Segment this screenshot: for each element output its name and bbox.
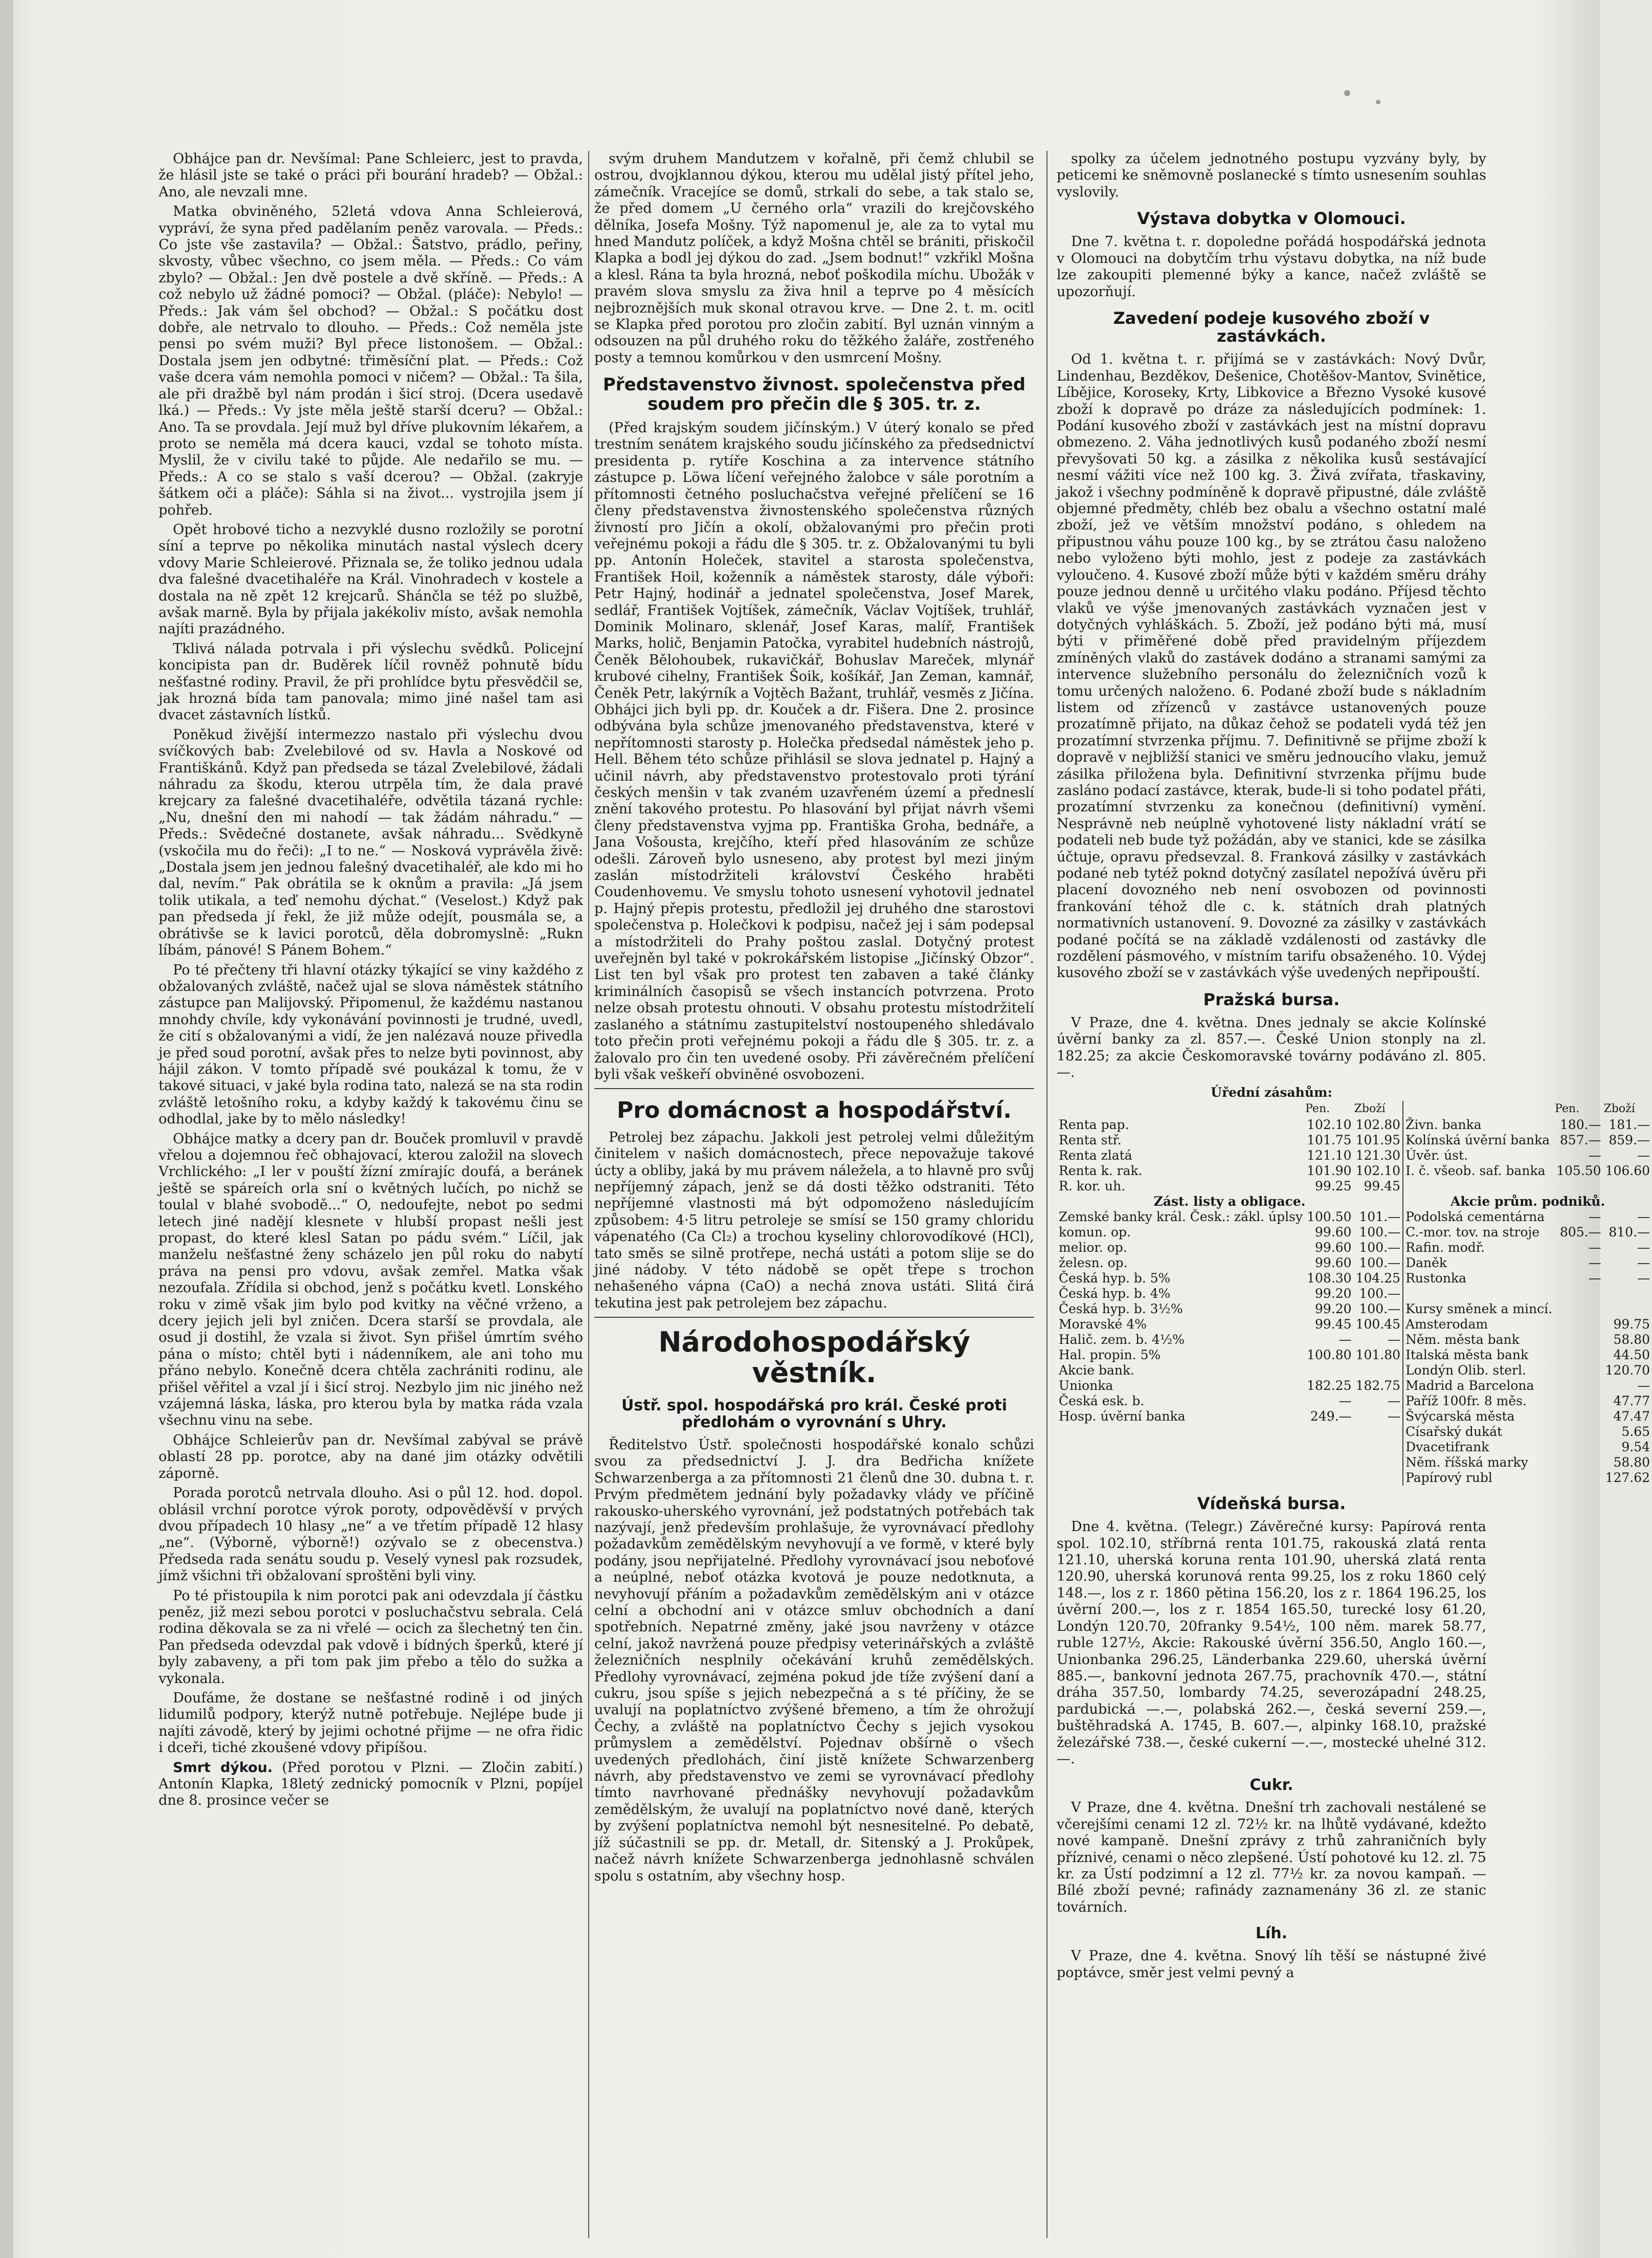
bid-price	[1554, 1332, 1603, 1347]
security-name: Švýcarská města	[1403, 1409, 1554, 1424]
article-smrt-dykou	[159, 1760, 583, 1809]
section-heading: Pražská bursa.	[1203, 989, 1340, 1009]
ask-price	[1354, 1470, 1403, 1486]
table-row	[1057, 1378, 1652, 1393]
bid-price: 105.50	[1556, 1163, 1601, 1179]
col-header: Zboží	[1354, 1102, 1386, 1116]
bid-price	[1554, 1363, 1603, 1378]
security-name: Česká hyp. b. 5%	[1059, 1271, 1171, 1286]
section-heading: Národohospodářský věstník.	[658, 1326, 970, 1389]
ask-price: 101.95	[1355, 1133, 1401, 1148]
security-name	[1403, 1179, 1554, 1194]
paragraph: Obhájce pan dr. Nevšímal: Pane Schleierc, jest to pravda, že hlásil jste se také o práci při bourání hradeb? — Obžal.: Ano, ale nevzali mne.	[159, 151, 583, 200]
bid-price	[1554, 1455, 1603, 1470]
table-caption: Úřední zásahům:	[1211, 1084, 1332, 1100]
bid-price	[1554, 1378, 1603, 1393]
bid-price: 99.25	[1315, 1179, 1352, 1194]
bid-price	[1554, 1179, 1603, 1194]
table-row	[1057, 1470, 1652, 1486]
bid-price: 180.—	[1559, 1117, 1601, 1133]
table-caption: Akcie prům. podniků.	[1403, 1194, 1652, 1209]
col-header: Pen.	[1305, 1102, 1330, 1116]
ask-price: 47.47	[1613, 1409, 1650, 1424]
bid-price	[1305, 1363, 1353, 1378]
bid-price: 121.10	[1307, 1148, 1352, 1163]
table-row	[1057, 1117, 1652, 1133]
security-name: Česká hyp. b. 4%	[1059, 1286, 1171, 1301]
bid-price	[1554, 1393, 1603, 1409]
ask-price: 100.—	[1359, 1240, 1401, 1255]
bid-price: —	[1588, 1255, 1601, 1271]
bid-price: 182.25	[1307, 1378, 1352, 1393]
table-row	[1057, 1194, 1652, 1209]
column-rule	[1046, 151, 1047, 2238]
ask-price: —	[1637, 1148, 1650, 1163]
ask-price	[1603, 1179, 1652, 1194]
section-heading: Pro domácnost a hospodářství.	[617, 1097, 1012, 1124]
paragraph: (Před krajským soudem jičínským.) V úterý konalo se před trestním senátem krajského soudu jičínského za předsednictví presidenta p. rytíře Koschina a za intervence státního zástupce p. Löwa líčení veřejného žalobce v sále porotním a přítomnosti četného posluchačstva veřejné přelíčení se 16 členy představenstva živnostenského společenstva různých živností pro Jičín a okolí, obžalovanými pro přečin proti veřejnému pokoji a řádu dle § 305. tr. z. Obžalovanými tu byli pp. Antonín Holeček, stavitel a starosta společenstva, František Hoil, koženník a náměstek starosty, dále výboři: Petr Hajný, hodinář a jednatel společenstva, Josef Marek, sedlář, František Vojtíšek, zámečník, Václav Vojtíšek, truhlář, Dominik Molinaro, sklenář, Josef Karas, malíř, František Marks, holič, Benjamin Patočka, vyrabitel hudebních nástrojů, Čeněk Bělohoubek, rukavičkář, Bohuslav Mareček, mlynář krubové cihelny, František Šoik, košíkář, Jan Zeman, kamnář, Čeněk Petr, lakýrník a Vojtěch Bažant, truhlář, vesměs z Jičína. Obhájci jich byli pp. dr. Kouček a dr. Fišera. Dne 2. prosince odbývána byla schůze jmenovaného představenstva, které v nepřítomnosti starosty p. Holečka předsedal náměstek jeho p. Hell. Během této schůze přihlásil se slova jednatel p. Hajný a učinil návrh, aby představenstvo protestovalo proti týrání českých menšin v tak zvaném uzavřeném území a předneslí znění takového protestu. Po hlasování byl přijat návrh všemi členy představenstva vyjma pp. Františka Groha, bednáře, a Jana Vošousta, krejčího, kteří před hlasováním ze schůze odešli. Zároveň bylo usneseno, aby protest byl mezi jiným zaslán místodržiteli království Českého hraběti Coudenhovemu. Ve smyslu tohoto usnesení vyhotovil jednatel p. Hajný přepis protestu, předložil jej druhého dne starostovi společenstva p. Holečkovi k podpisu, načež jej i sám podepsal a místodržiteli do Prahy poštou zaslal. Dotyčný protest uveřejněn byl také v pokrokářském listopise „Jičínský Obzor“. List ten byl však pro protest ten zabaven a také články kriminálních časopisů se všech instancích potvrzena. Proto nelze obsah protestu ohnouti. V obsahu protestu místodržitelí zaslaného a státnímu zastupitelství nostoupeného shledávalo toto přečin proti veřejnému pokoji a řádu dle § 305. tr. z. a žalovalo pro čin ten uvedené osoby. Při závěrečném přelíčení byli však veškeří obviněné osvobozeni.	[594, 420, 1034, 1082]
column-rule	[588, 151, 589, 2238]
ask-price: 100.—	[1359, 1301, 1401, 1317]
section-heading: Líh.	[1255, 1924, 1288, 1943]
bid-price: 108.30	[1307, 1271, 1352, 1286]
table-row	[1057, 1286, 1652, 1301]
ask-price	[1354, 1440, 1403, 1455]
ask-price: 101.80	[1355, 1347, 1401, 1363]
ask-price: —	[1388, 1409, 1401, 1424]
bid-price: 99.60	[1315, 1225, 1352, 1240]
ask-price: 106.60	[1605, 1163, 1650, 1179]
security-name: I. č. všeob. saf. banka	[1403, 1163, 1554, 1179]
ask-price: 182.75	[1355, 1378, 1401, 1393]
subsection-heading: Ústř. spol. hospodářská pro král. České proti předlohám o vyrovnání s Uhry.	[621, 1396, 1007, 1431]
section-heading: Vídeňská bursa.	[1197, 1494, 1346, 1514]
paragraph: Matka obviněného, 52letá vdova Anna Schleierová, vypráví, že syna před padělaním peněz varovala. — Předs.: Co jste vše zastavila? — Obžal.: Šatstvo, prádlo, peřiny, skvosty, vůbec všechno, co jsem měla. — Předs.: Co vám zbylo? — Obžal.: Jen dvě postele a dvě skříně. — Předs.: A což nebylo už žádné pomoci? — Obžal. (pláče): Nebylo! — Předs.: Jak vám šel obchod? — Obžal.: S počátku dost dobře, ale netrvalo to dlouho. — Předs.: Což neměla jste pensi po svém muži? Byl přece listonošem. — Obžal.: Dostala jsem jen odbytné: třiměsíční plat. — Předs.: Což vaše dcera vám nemohla pomoci v ničem? — Obžal.: Ta šila, ale při dražbě byl nám prodán i šicí stroj. (Dcera usedavě lká.) — Předs.: Vy jste měla ještě starší dceru? — Obžal.: Ano. Ta se provdala. Její muž byl dříve plukovním lékařem, a proto se neměla má dcera kauci, vzdal se tohoto místa. Myslil, že v civilu také to půjde. Ale nedařilo se mu. — Předs.: A co se stalo s vaší dcerou? — Obžal. (zakryje šátkem oči a pláče): Sáhla si na život... vystrojila jsem jí pohřeb.	[159, 204, 583, 518]
bid-price: 857.—	[1559, 1133, 1601, 1148]
section-heading: Zavedení podeje kusového zboží v zastávkách.	[1113, 308, 1430, 346]
table-body	[1057, 1117, 1652, 1486]
article-text: (Před porotou v Plzni. — Zločin zabití.) Antonín Klapka, 18letý zednický pomocník v Plzni, popíjel dne 8. prosince večer se	[159, 1759, 583, 1809]
ask-price: 100.—	[1359, 1225, 1401, 1240]
ask-price: 99.45	[1364, 1179, 1401, 1194]
table-row	[1057, 1179, 1652, 1194]
ask-price: 58.80	[1613, 1332, 1650, 1347]
bid-price: —	[1588, 1148, 1601, 1163]
paper-spot	[1376, 100, 1380, 104]
security-name: Česká hyp. b. 3½%	[1059, 1301, 1183, 1317]
ask-price: 101.—	[1359, 1209, 1401, 1225]
paragraph: Petrolej bez zápachu. Jakkoli jest petrolej velmi důležitým činitelem v našich domácnostech, přece nepovažuje takové úcty a obliby, jaká by mu právem náležela, a to hlavně pro svůj nepříjemný zápach, jenž se dá dosti těžko odstraniti. Této nepříjemné vlastnosti má být odpomoženo následujícím způsobem: 4·5 litru petroleje se smísí se 150 gramy chloridu vápenatého (Ca Cl₂) a trochou kyseliny chlorovodíkové (HCl), tato směs se silně protřepe, nechá ustáti a potom slije se do jiné nádoby. V této nádobě se opět třepe s trochon nehašeného vápna (CaO) a nechá znova ustáti. Slitá čirá tekutina jest pak petrolejem bez zápachu.	[594, 1129, 1034, 1311]
article-heading: Smrt dýkou.	[173, 1759, 273, 1776]
table-row	[1057, 1424, 1652, 1440]
ask-price: 44.50	[1613, 1347, 1650, 1363]
ask-price	[1354, 1455, 1403, 1470]
paragraph: spolky za účelem jednotného postupu vyzvány byly, by peticemi ke sněmovně poslanecké s tímto usnesením souhlas vyslovily.	[1057, 151, 1486, 200]
column-2	[594, 151, 1034, 1888]
security-name: Amsterodam	[1403, 1317, 1554, 1332]
bid-price: —	[1588, 1271, 1601, 1286]
paper-spot	[1344, 90, 1350, 96]
bid-price: 99.45	[1315, 1317, 1352, 1332]
paragraph: Doufáme, že dostane se nešťastné rodině i od jiných lidumilů podpory, kterýž nutně potřebuje. Nejlépe bude ji najíti závodě, který by jejimi ochotné přijme — ne ofra řidic i dceři, tiché zkoušené vdovy připíšou.	[159, 1690, 583, 1756]
paragraph: V Praze, dne 4. května. Dnes jednaly se akcie Kolínské úvěrní banky za zl. 857.—. České Union stonply na zl. 182.25; za akcie Českomoravské továrny podáváno zl. 805.—.	[1057, 1015, 1486, 1081]
table-row	[1057, 1240, 1652, 1255]
bid-price: 99.60	[1315, 1240, 1352, 1255]
ask-price	[1354, 1424, 1403, 1440]
table-row	[1057, 1225, 1652, 1240]
page-binding-edge	[0, 0, 13, 2258]
column-3	[1057, 151, 1650, 1984]
security-name	[1057, 1455, 1305, 1470]
security-name: Unionka	[1059, 1378, 1113, 1393]
paragraph: Obhájce matky a dcery pan dr. Bouček promluvil v pravdě vřelou a dojemnou řeč obhajovací, kterou založil na slovech Vrchlického: „I ler v pouští žízní zmírajíc doufá, a beránek ještě se spáreích orla sní o květných lučích, po nichž se toulal v blahé svobodě...“ O, nedoufejte, nebot po sedmi letech jiné nadějí klesnete v hlubší propast nešli jest propast, do které klesl Satan po pádu svém.“ Líčil, jak manželu nešťastné ženy scházelo jen půl roku do nabytí práva na pensi pro vdovu, avšak zemřel. Matka však nezoufala. Zřídila si obchod, jenž s počátku kvetl. Lonského roku v zimě však jim bylo pod kvitky na věčné vrženo, a dcery jejich jeli byl zničen. Dcera starší se provdala, ale osud ji dostihl, že vzala si život. Syn přišel úmrtím svého pána o místo; chtěl byti i nádenníkem, ale ani toho mu přáno nebylo. Konečně dcera chtěla zachrániti rodinu, ale přišel věřitel a vzal jí i šicí stroj. Nezbylo jim nic jiného než vzájemná láska, láska, pro kterou byla by matka ráda vzala všechnu vinu na sebe.	[159, 1131, 583, 1429]
security-name: Halič. zem. b. 4½%	[1059, 1332, 1185, 1347]
security-name: Kolínská úvěrní banka	[1403, 1133, 1554, 1148]
ask-price: —	[1637, 1255, 1650, 1271]
table-row	[1057, 1301, 1652, 1317]
paragraph: Dne 4. května. (Telegr.) Závěrečné kursy: Papírová renta spol. 102.10, stříbrná renta 101.75, rakouská zlatá renta 121.10, uherská koruna renta 101.90, uherská zlatá renta 120.90, uherská korunová renta 99.25, los z roku 1860 celý 148.—, los z r. 1860 pětina 156.20, los z r. 1864 196.25, los úvěrní 200.—, los z r. 1854 165.50, turecké losy 61.20, Londýn 120.70, 20franky 9.54½, 100 něm. marek 58.77, ruble 127½, Akcie: Rakouské úvěrní 356.50, Anglo 160.—, Unionbanka 296.25, Länderbanka 229.60, uherská úvěrní 885.—, bankovní jednota 267.75, prachovník 470.—, státní dráha 357.50, lombardy 74.25, severozápadní 248.25, pardubická —.—, polabská 262.—, česká severní 259.—, buštěhradská A. 1745, B. 607.—, alpinky 168.10, pražské železářské 738.—, české cukerní —.—, mostecké uhelné 312.—.	[1057, 1519, 1486, 1767]
security-name: Císařský dukát	[1403, 1424, 1554, 1440]
ask-price: 859.—	[1609, 1133, 1650, 1148]
security-name: Londýn Olib. sterl.	[1403, 1363, 1554, 1378]
ask-price: 5.65	[1621, 1424, 1650, 1440]
security-name: Moravské 4%	[1059, 1317, 1147, 1332]
table-row	[1057, 1347, 1652, 1363]
bid-price: 100.50	[1307, 1209, 1352, 1225]
ask-price: 100.—	[1359, 1255, 1401, 1271]
security-name: C.-mor. tov. na stroje	[1403, 1225, 1554, 1240]
ask-price	[1603, 1286, 1652, 1301]
security-name: komun. op.	[1059, 1225, 1131, 1240]
bid-price: 101.75	[1307, 1133, 1352, 1148]
paragraph: Tklivá nálada potrvala i při výslechu svědků. Policejní koncipista pan dr. Buděrek líčil rovněž pohnutě bídu nešťastné rodiny. Pravil, že při prohlídce bytu přesvědčil se, jak hrozná bída tam panovala; mimo jiné našel tam asi dvacet zástavních lístků.	[159, 640, 583, 723]
security-name: Něm. města bank	[1403, 1332, 1554, 1347]
security-name: Renta k. rak.	[1059, 1163, 1143, 1179]
table-row	[1057, 1271, 1652, 1286]
security-name: melior. op.	[1059, 1240, 1127, 1255]
security-name: Akcie bank.	[1059, 1363, 1135, 1378]
paragraph: Od 1. května t. r. přijímá se v zastávkách: Nový Dvůr, Lindenhau, Bezděkov, Dešenice, Chotěšov-Mantov, Svinětice, Líbějice, Koroseky, Krty, Libkovice a Březno Vysoké kusové zboží k dopravě po dráze za následujících podmínek: 1. Podání kusového zboží v zastávkách jest na místní dopravu obmezeno. 2. Váha jednotlivých kusů podaného zboží nesmí převyšovati 50 kg. a zásilka z několika kusů sestávající nesmí vážiti více než 100 kg. 3. Živá zvířata, třaskaviny, jakož i všechny podmíněně k dopravě připustné, dále zvláště objemné předměty, chléb bez obalu a všechno ostatní malé zboží, jež ve větším množství podáno, s ohledem na připustnou váhu pouze 100 kg., by se ztrátou času naloženo nebo vyloženo býti mohlo, jest z podeje za zastávkách vyloučeno. 4. Kusové zboží může býti v každém směru dráhy pouze jednou denně u určitého vlaku podáno. Příjesd těchto vlaků ve výše jmenovaných zastávkách vyznačen jest v dotyčných vyhláškách. 5. Zboží, jež podáno býti má, musí býti v přiměřené době před pravidelným příjezdem zmíněných vlaků do zastávek dodáno a stranami samými za intervence služebního personálu do železničních vozů k tomu určených naloženo. 6. Podané zboží bude s nákladním listem od zřízenců v zastávce ustanovených pouze prozatímně přijato, na důkaz čehož se podateli vydá též jen prozatímní stvrzenka příjmu. 7. Definitivně se přijme zboží k dopravě v nejbližší stanici ve směru jednoucího vlaku, jemuž zásilka přiložena byla. Definitivní stvrzenka příjmu bude zasláno podací zastávce, kterak, bude-li si toho podatel přáti, prozatímní stvrzenku za konečnou (definitivní) vymění. Nesprávně neb neúplně vyhotovené listy nákladní vrátí se podateli neb bude tyž požádán, aby ve stanici, kde se zásilka účtuje, opravu předsevzal. 8. Franková zásilky v zastávkách podané neb tytéž poknd dotyčný zasílatel nepožívá úvěru při placení dovozného neb není osvobozen od povinnosti frankování téhož dle c. k. státních drah platných normativních ustanovení. 9. Dovozné za zásilky v zastávkách podané počítá se na základě vzdálenosti od zastávky dle rozdělení pásmového, v místním tarifu obsaženého. 10. Výdej kusového zboží se v zastávkách výše uvedených nepřipouští.	[1057, 351, 1486, 981]
bid-price	[1305, 1424, 1353, 1440]
security-name: Daněk	[1403, 1255, 1554, 1271]
security-name: Něm. říšská marky	[1403, 1455, 1554, 1470]
ask-price: —	[1637, 1240, 1650, 1255]
ask-price: 102.10	[1355, 1163, 1401, 1179]
bid-price	[1554, 1424, 1603, 1440]
paragraph: Po té přistoupila k nim porotci pak ani odevzdala jí částku peněz, již mezi sebou porotci v posluchačstvu sebrala. Celá rodina děkovala se za ni vřelé — ocich za šlechetný ten čin. Pan předseda odevzdal pak vdově i bídných šperků, které jí byly zabaveny, a při tom pak jim přebo a tělo do sužka a vykonala.	[159, 1587, 583, 1687]
ask-price: 99.75	[1613, 1317, 1650, 1332]
paragraph: V Praze, dne 4. května. Snový líh těší se nástupné živé poptávce, směr jest velmi pevný a	[1057, 1948, 1486, 1981]
bid-price: 99.60	[1315, 1255, 1352, 1271]
divider	[594, 1317, 1034, 1318]
bid-price: 99.20	[1315, 1301, 1352, 1317]
table-row	[1057, 1317, 1652, 1332]
bid-price: 805.—	[1559, 1225, 1601, 1240]
security-name: Dvacetifrank	[1403, 1440, 1554, 1455]
table-row	[1057, 1393, 1652, 1409]
ask-price: —	[1637, 1209, 1650, 1225]
bid-price	[1305, 1455, 1353, 1470]
ask-price: —	[1388, 1393, 1401, 1409]
bid-price	[1554, 1347, 1603, 1363]
bid-price: —	[1338, 1332, 1352, 1347]
security-name: R. kor. uh.	[1059, 1179, 1126, 1194]
bid-price: 249.—	[1310, 1409, 1352, 1424]
table-row	[1057, 1363, 1652, 1378]
ask-price: 181.—	[1609, 1117, 1650, 1133]
table-row	[1057, 1455, 1652, 1470]
bid-price: —	[1588, 1209, 1601, 1225]
ask-price: 121.30	[1355, 1148, 1401, 1163]
security-name	[1057, 1424, 1305, 1440]
bid-price	[1554, 1301, 1603, 1317]
table-row	[1057, 1209, 1652, 1225]
ask-price: 104.25	[1355, 1271, 1401, 1286]
section-heading: Představenstvo živnost. společenstva před soudem pro přečin dle § 305. tr. z.	[602, 374, 1026, 414]
ask-price: —	[1388, 1332, 1401, 1347]
security-name: Italská města bank	[1403, 1347, 1554, 1363]
col-header: Zboží	[1603, 1102, 1635, 1116]
security-name	[1057, 1470, 1305, 1486]
divider	[594, 1088, 1034, 1089]
security-name: Papírový rubl	[1403, 1470, 1554, 1486]
ask-price	[1354, 1363, 1403, 1378]
bid-price	[1554, 1440, 1603, 1455]
bid-price: —	[1338, 1393, 1352, 1409]
security-name: Renta stř.	[1059, 1133, 1122, 1148]
security-name: Rustonka	[1403, 1271, 1554, 1286]
paragraph: V Praze, dne 4. května. Dnešní trh zachovali nestálené se včerejšími cenami 12 zl. 72½ kr. na lhůtě vydávané, kdežto nové kampaně. Dnešní zprávy z trhů zahraničních byly příznivé, cenami o něco zlepšené. Ústí pohotové ku 12. zl. 75 kr. za Ústí podzimní a 12 zl. 77½ kr. za novou kampaň. — Bílé zboží pevné; rafinády zaznamenány 36 zl. ze stanic továrních.	[1057, 1800, 1486, 1915]
bid-price	[1554, 1470, 1603, 1486]
security-name: želesn. op.	[1059, 1255, 1128, 1271]
bid-price	[1554, 1409, 1603, 1424]
paragraph: Po té přečteny tři hlavní otázky týkající se viny každého z obžalovaných zvláště, načež ujal se slova náměstek státního zástupce pan Malijovský. Připomenul, že každému nastanou mnohdy chvíle, kdy vykonávání povinnosti je trudné, uvedl, že cití s obžalovanými a vidí, že jen nalézavá nouze přivedla je před soud porotní, avšak přes to nelze byti povinnost, aby hájil zákon. V tomto případě své poukázal k tomu, že v takové situaci, v jaké byla rodina tato, nalezá se na sta rodin zvláště letošního roku, a kdyby každý k takovému činu se odhodlal, jake by to mělo následky!	[159, 962, 583, 1127]
ask-price: —	[1637, 1271, 1650, 1286]
table-row	[1057, 1163, 1652, 1179]
security-name: Renta zlatá	[1059, 1148, 1132, 1163]
bid-price: 99.20	[1315, 1286, 1352, 1301]
bid-price	[1305, 1440, 1353, 1455]
column-1	[159, 151, 583, 1812]
security-name: Podolská cementárna	[1403, 1209, 1554, 1225]
col-header: Pen.	[1555, 1102, 1580, 1116]
security-name	[1057, 1440, 1305, 1455]
table-caption: Zást. listy a obligace.	[1153, 1194, 1306, 1209]
bid-price: 100.80	[1307, 1347, 1352, 1363]
security-name: Renta pap.	[1059, 1117, 1129, 1133]
ask-price: 100.—	[1359, 1286, 1401, 1301]
security-name: Česká esk. b.	[1059, 1393, 1145, 1409]
ask-price: 810.—	[1609, 1225, 1650, 1240]
security-name	[1403, 1286, 1554, 1301]
security-name: Hal. propin. 5%	[1059, 1347, 1161, 1363]
security-name: Úvěr. úst.	[1403, 1148, 1554, 1163]
paragraph: Poněkud živější intermezzo nastalo při výslechu dvou svíčkových bab: Zvelebilové od sv. Havla a Noskové od Františkánů. Když pan předseda se tázal Zvelebilové, žádali náhradu za škodu, kterou utrpěla tím, že dala pravé krejcary za falešné dvacetihaléře, odvětila tázaná rychle: „Nu, dnešní den mi nahodí — tak žádám náhradu.“ — Předs.: Svědečné dostanete, avšak náhradu... Svědkyně (vskočila mu do řeči): „I to ne.“ — Nosková vyprávěla živě: „Dostala jsem jen jednou falešný dvacetihaléř, ale kdo mi ho dal, nevím.“ Pak obrátila se k oknům a pravila: „Já jsem tolik utikala, a teď nemohu dýchat.“ (Veselost.) Když pak pan předseda jí řekl, že již může odejít, pousmála se, a obrátivše se k lavici porotců, děla dobromyslně: „Rukn líbám, pánové! S Pánem Bohem.“	[159, 726, 583, 959]
ask-price: 58.80	[1613, 1455, 1650, 1470]
table-row	[1057, 1255, 1652, 1271]
ask-price: 9.54	[1621, 1440, 1650, 1455]
section-heading: Cukr.	[1249, 1776, 1293, 1795]
bid-price	[1554, 1317, 1603, 1332]
security-name: Madrid a Barcelona	[1403, 1378, 1554, 1393]
table-row	[1057, 1409, 1652, 1424]
ask-price: 47.77	[1613, 1393, 1650, 1409]
security-name: Zemské banky král. Česk.: zákl. úplsy	[1059, 1209, 1303, 1225]
table-row	[1057, 1440, 1652, 1455]
security-name: Živn. banka	[1403, 1117, 1554, 1133]
paragraph: Dne 7. května t. r. dopoledne pořádá hospodářská jednota v Olomouci na dobytčím trhu výstavu dobytka, na níž bude lze zakoupiti plemenné býky a kance, načež zvláště se upozorňují.	[1057, 234, 1486, 300]
section-heading: Výstava dobytka v Olomouci.	[1137, 209, 1406, 229]
table-row	[1057, 1332, 1652, 1347]
ask-price: 127.62	[1605, 1470, 1650, 1486]
security-name: Paříž 100fr. 8 měs.	[1403, 1393, 1554, 1409]
paragraph: Ředitelstvo Ústř. společnosti hospodářské konalo schůzi svou za předsednictví J. J. dra Bedřicha knížete Schwarzenberga a za přítomnosti 21 členů dne 30. dubna t. r. Prvým předmětem jednání byly požadavky vlády ve příčině rakousko-uherského vyrovnání, jež podstatných potřebách tak nazývají, jenž především prohlašuje, že vyrovnávací předlohy požadavkům zemědělským nevyhovují a ve formě, v které byly podány, jsou nepřijatelné. Předlohy vyrovnávací jsou neboťové a neúplné, neboť otázka kvotová je pouze nedotknuta, a nevyhovují přáním a požadavkům zemědělským ani v otázce celní a obchodní ani v otázce smluv obchodních a daní spotřebních. Nepatrné změny, jaké jsou navrženy v otázce celní, jakož navržená pouze předpisy veterinářských a zvláště železničních nesplnily očekávání kruhů zemědělských. Předlohy vyrovnávací, zejména pokud jde tíže zvýšení daní a cukru, jsou spíše s jejich nebezpečná a s té příčiny, že se uvalují na poplatníctvo zvýšené břemeno, a tím že ohrožují Čechy, a zvláště na poplatníctvo Čechy s jejich vysokou průmyslem a zemědělství. Pojednav obšírně o všech uvedených předlohách, činí jistě knížete Schwarzenberg návrh, aby představenstvo ve zemi se vyrovnávací předlohy tímto navrhované přednášky nevyhovují požadavkům zemědělským, že uvalují na poplatníctvo nové daně, kterých by zvýšení poplatníctva nemohl být nesnesitelné. Po debatě, jíž súčastnili se pp. dr. Metall, dr. Sitenský a J. Prokůpek, načež návrh knížete Schwarzenberga jednohlasně schválen spolu s ostatním, aby všechny hosp.	[594, 1436, 1034, 1884]
table-row	[1057, 1133, 1652, 1148]
ask-price: 120.70	[1605, 1363, 1650, 1378]
ask-price	[1603, 1301, 1652, 1317]
security-name: Kursy směnek a mincí.	[1403, 1301, 1554, 1317]
bid-price	[1305, 1470, 1353, 1486]
paragraph: Porada porotců netrvala dlouho. Asi o půl 12. hod. dopol. oblásil vrchní porotce výrok poroty, odpověděvší v prvých dvou případech 10 hlasy „ne“ a ve třetím případě 12 hlasy „ne“. (Výborně, výborně!) ozývalo se z obecenstva.) Předseda rada senátu soudu p. Veselý vynesl pak rozsudek, jímž všichni tři obžalovaní sproštěni byli viny.	[159, 1485, 583, 1584]
ask-price: 102.80	[1355, 1117, 1401, 1133]
bid-price: —	[1588, 1240, 1601, 1255]
ask-price: —	[1637, 1378, 1650, 1393]
paragraph: svým druhem Mandutzem v kořalně, při čemž chlubil se ostrou, dvojklannou dýkou, kterou mu udělal jistý přítel jeho, zámečník. Vracejíce se domů, strkali do sebe, a tak stalo se, že před domem „U černého orla“ vrazili do krejčovského dělníka, Josefa Mošny. Týž napomenul je, ale za to vytal mu hned Mandutz políček, a když Mošna chtěl se brániti, přiskočil Klapka a bodl jej dýkou do zad. „Jsem bodnut!“ vzkřikl Mošna a klesl. Rána ta byla hrozná, neboť poškodila míchu. Ubožák v pravém slova smyslu za živa hnil a teprve po 4 měsících nejbroznějších muk skonal otravou krve. — Dne 2. t. m. ocitl se Klapka před porotou pro zločin zabití. Byl uznán vinným a odsouzen na půl druhého roku do těžkého žaláře, zostřeného posty a temnou komůrkou v den usmrcení Mošny.	[594, 151, 1034, 366]
table-row	[1057, 1148, 1652, 1163]
bid-price	[1554, 1286, 1603, 1301]
bid-price: 101.90	[1307, 1163, 1352, 1179]
security-name: Hosp. úvěrní banka	[1059, 1409, 1186, 1424]
exchange-table	[1057, 1101, 1652, 1486]
bid-price: 102.10	[1307, 1117, 1352, 1133]
ask-price: 100.45	[1355, 1317, 1401, 1332]
paragraph: Opět hrobové ticho a nezvyklé dusno rozložily se porotní síní a teprve po několika minutách nastal výslech dcery vdovy Marie Schleierové. Přiznala se, že toliko jednou udala dva falešné dvacetihaléře na Král. Vinohradech v kostele a dostala na ně zpět 12 krejcarů. Shánčla se též po službě, avšak marně. Byla by přijala jakékoliv místo, avšak nemohla najíti prazádného.	[159, 521, 583, 637]
security-name: Rafin. modř.	[1403, 1240, 1554, 1255]
paragraph: Obhájce Schleierův pan dr. Nevšímal zabýval se právě oblastí 28 pp. porotce, aby na dané jim otázky odvětili záporně.	[159, 1432, 583, 1481]
